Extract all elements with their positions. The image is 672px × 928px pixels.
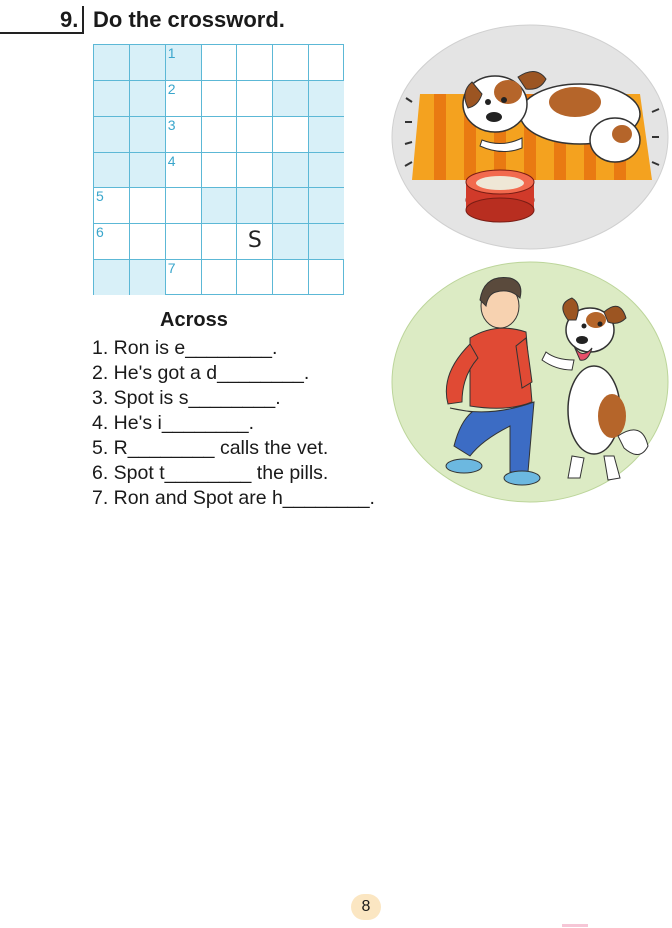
crossword-cell[interactable]	[308, 44, 344, 80]
across-heading: Across	[160, 309, 228, 331]
exercise-title: Do the crossword.	[93, 7, 285, 32]
clue-number: 1	[167, 45, 176, 61]
clue-number: 3	[167, 116, 176, 133]
crossword-cell[interactable]	[201, 187, 237, 223]
clue-item: 2. He's got a d________.	[92, 362, 310, 384]
crossword-cell[interactable]	[93, 80, 129, 116]
crossword-cell[interactable]	[308, 259, 344, 295]
crossword-cell[interactable]	[308, 187, 344, 223]
crossword-cell[interactable]	[308, 223, 344, 259]
crossword-cell[interactable]	[272, 223, 308, 259]
clue-item: 7. Ron and Spot are h________.	[92, 487, 375, 509]
clue-number: 7	[167, 260, 176, 277]
crossword-cell[interactable]	[308, 80, 344, 116]
food-bowl	[466, 170, 534, 222]
clue-number: 4	[167, 152, 176, 169]
crossword-cell[interactable]	[129, 80, 165, 116]
crossword-cell[interactable]	[165, 80, 201, 116]
crossword-cell[interactable]	[201, 223, 237, 259]
clue-item: 5. R________ calls the vet.	[92, 437, 329, 459]
clue-item: 4. He's i________.	[92, 412, 255, 434]
crossword-cell[interactable]	[272, 187, 308, 223]
crossword-cell[interactable]	[129, 223, 165, 259]
crossword-cell[interactable]	[165, 44, 201, 80]
crossword-grid	[93, 44, 344, 295]
crossword-cell[interactable]	[272, 152, 308, 188]
crossword-cell[interactable]	[165, 152, 201, 188]
decorative-mark	[562, 924, 588, 927]
crossword-cell[interactable]	[93, 223, 129, 259]
crossword-cell[interactable]	[129, 116, 165, 152]
clue-item: 3. Spot is s________.	[92, 387, 281, 409]
crossword-cell[interactable]	[129, 259, 165, 295]
clue-list	[92, 336, 375, 511]
clue-item: 6. Spot t________ the pills.	[92, 462, 329, 484]
crossword-cell[interactable]	[272, 116, 308, 152]
crossword-cell[interactable]	[201, 152, 237, 188]
crossword-cell[interactable]	[201, 259, 237, 295]
crossword-cell[interactable]	[93, 116, 129, 152]
crossword-cell[interactable]	[165, 259, 201, 295]
crossword-cell[interactable]	[129, 44, 165, 80]
clue-number: 2	[167, 80, 176, 97]
crossword-cell[interactable]	[236, 80, 272, 116]
crossword-cell[interactable]	[93, 187, 129, 223]
crossword-cell[interactable]	[236, 116, 272, 152]
crossword-cell[interactable]	[272, 44, 308, 80]
crossword-cell[interactable]	[129, 152, 165, 188]
dog-on-rug-illustration	[390, 22, 671, 252]
crossword-cell[interactable]	[308, 152, 344, 188]
exercise-number: 9.	[60, 6, 84, 33]
clue-number: 5	[96, 188, 104, 205]
crossword-cell[interactable]	[236, 187, 272, 223]
crossword-cell[interactable]	[236, 259, 272, 295]
crossword-cell[interactable]	[165, 116, 201, 152]
crossword-cell[interactable]	[236, 44, 272, 80]
page-number: 8	[351, 894, 381, 920]
boy-and-dog-illustration	[390, 260, 671, 504]
cell-letter: S	[247, 228, 262, 254]
crossword-cell[interactable]	[236, 223, 272, 259]
crossword-cell[interactable]	[272, 259, 308, 295]
crossword-cell[interactable]	[165, 187, 201, 223]
crossword-cell[interactable]	[165, 223, 201, 259]
crossword-cell[interactable]	[308, 116, 344, 152]
crossword-cell[interactable]	[93, 259, 129, 295]
crossword-cell[interactable]	[236, 152, 272, 188]
clue-number: 6	[96, 224, 104, 241]
crossword-cell[interactable]	[129, 187, 165, 223]
crossword-cell[interactable]	[272, 80, 308, 116]
clue-item: 1. Ron is e________.	[92, 337, 278, 359]
crossword-cell[interactable]	[201, 80, 237, 116]
crossword-cell[interactable]	[201, 44, 237, 80]
crossword-cell[interactable]	[93, 152, 129, 188]
crossword-cell[interactable]	[93, 44, 129, 80]
crossword-cell[interactable]	[201, 116, 237, 152]
